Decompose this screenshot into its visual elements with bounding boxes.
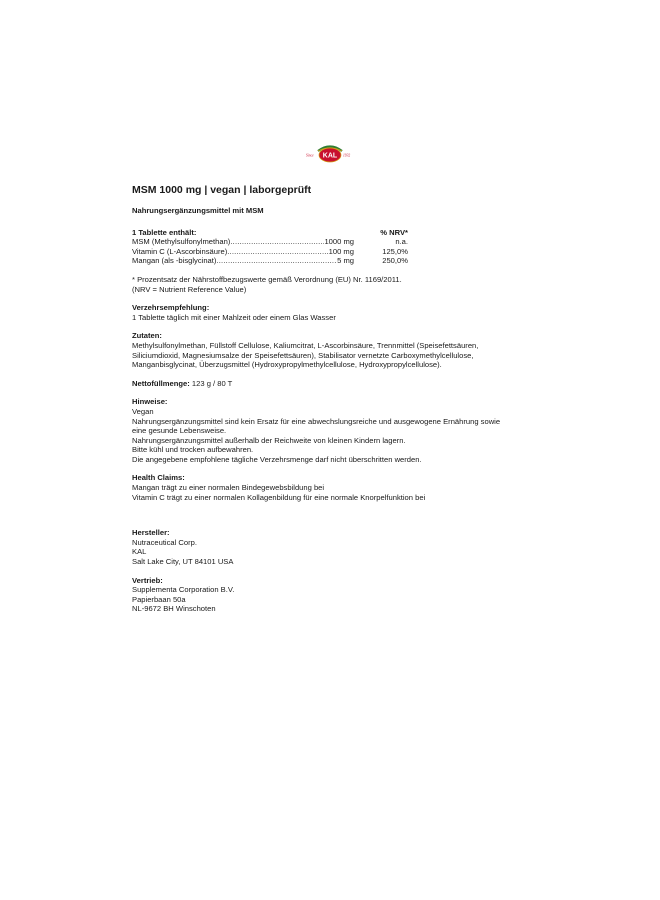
notes-line: eine gesunde Lebensweise. — [132, 426, 227, 436]
distribution-heading: Vertrieb: — [132, 575, 163, 585]
nutrient-header-right: % NRV* — [380, 227, 408, 237]
distribution-line: Supplementa Corporation B.V. — [132, 585, 235, 595]
nutrient-nrv: 250,0% — [382, 256, 408, 266]
kal-logo — [304, 143, 356, 165]
kal-logo-graphic — [304, 143, 356, 165]
product-subtitle: Nahrungsergänzungsmittel mit MSM — [132, 206, 264, 215]
ingredients-line: Siliciumdioxid, Magnesiumsalze der Speisefettsäuren), Stabilisator vernetzte Carboxymethylcellulose, — [132, 350, 474, 360]
distribution-line: NL-9672 BH Winschoten — [132, 604, 216, 614]
nutrient-name: MSM (Methylsulfonylmethan) — [132, 237, 231, 247]
notes-section — [132, 397, 532, 464]
ingredients-line: Manganbisglycinat, Überzugsmittel (Hydroxypropylmethylcellulose, Hydroxypropylcellulose). — [132, 360, 442, 370]
manufacturer-line: KAL — [132, 547, 147, 557]
ingredients-section — [132, 331, 532, 369]
logo-brand-text: KAL — [322, 152, 338, 160]
dosage-section — [132, 303, 532, 322]
dosage-text: 1 Tablette täglich mit einer Mahlzeit oder einem Glas Wasser — [132, 312, 336, 322]
logo-since-text: Since — [306, 153, 314, 158]
notes-line: Nahrungsergänzungsmittel sind kein Ersatz für eine abwechslungsreiche und ausgewogene Ernährung sowie — [132, 416, 501, 426]
notes-line: Nahrungsergänzungsmittel außerhalb der Reichweite von kleinen Kindern lagern. — [132, 435, 406, 445]
manufacturer-line: Salt Lake City, UT 84101 USA — [132, 557, 234, 567]
nutrient-row — [132, 256, 408, 266]
distribution-section — [132, 576, 532, 614]
footnote-line: (NRV = Nutrient Reference Value) — [132, 284, 247, 294]
notes-heading: Hinweise: — [132, 397, 168, 407]
nutrient-row — [132, 237, 408, 247]
nutrient-table — [132, 228, 408, 266]
nutrient-header-left: 1 Tablette enthält: — [132, 227, 197, 237]
nutrient-amount: 100 mg — [328, 246, 354, 256]
nutrient-table-header — [132, 228, 408, 238]
nutrient-amount: 1000 mg — [324, 237, 354, 247]
net-content-section — [132, 379, 532, 389]
nutrient-name: Mangan (als -bisglycinat) — [132, 256, 217, 266]
net-content-value: 123 g / 80 T — [191, 378, 233, 388]
nrv-footnote — [132, 275, 532, 294]
health-claim-line: Vitamin C trägt zu einer normalen Kollagenbildung für eine normale Knorpelfunktion bei — [132, 492, 426, 502]
notes-line: Bitte kühl und trocken aufbewahren. — [132, 445, 254, 455]
logo-year-text: 1932 — [343, 153, 351, 158]
health-claim-line: Mangan trägt zu einer normalen Bindegewebsbildung bei — [132, 483, 325, 493]
nutrient-nrv: 125,0% — [382, 246, 408, 256]
notes-line: Vegan — [132, 406, 154, 416]
label-text-content — [132, 184, 532, 614]
manufacturer-heading: Hersteller: — [132, 528, 170, 538]
notes-line: Die angegebene empfohlene tägliche Verzehrsmenge darf nicht überschritten werden. — [132, 454, 422, 464]
nutrient-leader-dots — [230, 237, 324, 247]
net-content-heading: Nettofüllmenge: — [132, 378, 190, 388]
health-claims-section — [132, 473, 532, 502]
footnote-line: * Prozentsatz der Nährstoffbezugswerte gemäß Verordnung (EU) Nr. 1169/2011. — [132, 274, 402, 284]
nutrient-row — [132, 247, 408, 257]
manufacturer-section — [132, 528, 532, 566]
ingredients-line: Methylsulfonylmethan, Füllstoff Cellulose, Kaliumcitrat, L-Ascorbinsäure, Trennmittel (Speisefettsäuren, — [132, 340, 479, 350]
nutrient-leader-dots — [227, 247, 328, 257]
health-claims-heading: Health Claims: — [132, 473, 185, 483]
dosage-heading: Verzehrsempfehlung: — [132, 303, 210, 313]
distribution-line: Papierbaan 50a — [132, 594, 186, 604]
nutrient-amount: 5 mg — [337, 256, 354, 266]
nutrient-nrv: n.a. — [395, 237, 408, 247]
manufacturer-line: Nutraceutical Corp. — [132, 537, 197, 547]
ingredients-heading: Zutaten: — [132, 331, 162, 341]
nutrient-name: Vitamin C (L-Ascorbinsäure) — [132, 246, 228, 256]
nutrient-leader-dots — [216, 256, 337, 266]
product-title: MSM 1000 mg | vegan | laborgeprüft — [132, 184, 312, 196]
